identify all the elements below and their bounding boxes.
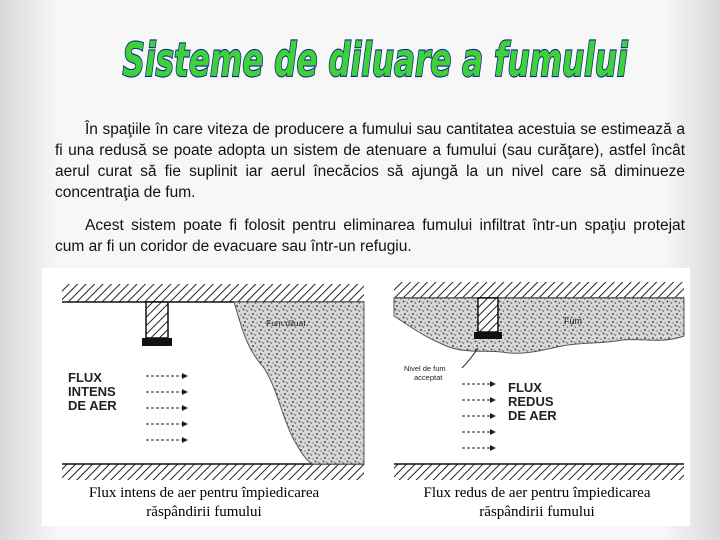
right-floor xyxy=(394,464,684,480)
right-level-label-2: acceptat xyxy=(414,373,443,382)
right-caption xyxy=(392,484,682,522)
left-caption-line-1: Flux intens de aer pentru împiedicarea xyxy=(88,485,320,501)
right-source-base xyxy=(474,332,502,339)
left-diagram xyxy=(62,284,364,480)
right-diagram xyxy=(394,282,684,480)
paragraph-1: În spaţiile în care viteza de producere a fumului sau cantitatea acestuia se estimează a fi una redusă se poate adopta un sistem de atenuare a fumului (sau curăţare), astfel încât aerul curat să fie suplinit iar aerul înecăcios să ajungă la un nivel care să diminueze concentraţia de fum. xyxy=(55,121,685,201)
left-ceiling xyxy=(62,284,364,302)
right-caption-line-2: răspândirii fumului xyxy=(479,504,595,520)
left-caption xyxy=(56,484,352,522)
smoke-dilution-figure xyxy=(42,268,690,526)
left-floor xyxy=(62,464,364,480)
left-flow-label-3: DE AER xyxy=(68,398,117,413)
right-smoke-label: Fum xyxy=(564,316,582,326)
left-flow-label-2: INTENS xyxy=(68,384,116,399)
left-airflow-arrows xyxy=(146,373,188,443)
right-flow-label-2: REDUS xyxy=(508,394,554,409)
right-level-label-1: Nivel de fum xyxy=(404,364,446,373)
left-smoke-label: Fum diluat xyxy=(266,318,306,328)
right-caption-line-1: Flux redus de aer pentru împiedicarea xyxy=(423,485,651,501)
left-caption-line-2: răspândirii fumului xyxy=(146,504,262,520)
right-smoke-layer xyxy=(394,298,684,353)
left-flow-label-1: FLUX xyxy=(68,370,102,385)
right-ceiling xyxy=(394,282,684,298)
right-smoke-source xyxy=(478,298,498,332)
paragraph-2: Acest sistem poate fi folosit pentru eliminarea fumului infiltrat într-un spaţiu protejat cum ar fi un coridor de evacuare sau într-un refugiu. xyxy=(55,217,685,255)
left-source-base xyxy=(142,338,172,346)
left-smoke-source xyxy=(146,302,168,338)
right-flow-label-3: DE AER xyxy=(508,408,557,423)
right-airflow-arrows xyxy=(462,381,496,451)
slide-title xyxy=(110,18,640,96)
right-flow-label-1: FLUX xyxy=(508,380,542,395)
title-text: Sisteme de diluare a fumului xyxy=(122,33,629,87)
